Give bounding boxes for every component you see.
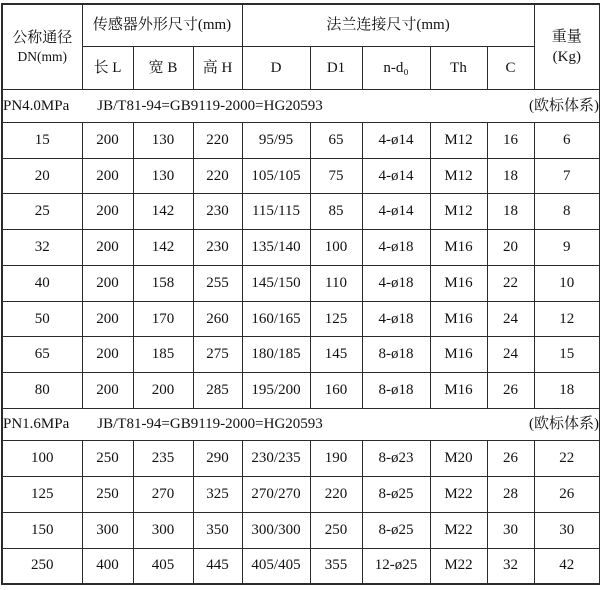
spec-table [1, 3, 600, 585]
cell-d: 300/300 [242, 512, 310, 548]
cell-c: 28 [487, 477, 534, 513]
cell-c: 24 [487, 301, 534, 337]
cell-d1: 220 [310, 477, 362, 513]
table-row [2, 477, 600, 513]
standard-note: (欧标体系) [529, 416, 600, 433]
cell-dn: 80 [2, 373, 82, 409]
cell-c: 18 [487, 194, 534, 230]
cell-c: 32 [487, 548, 534, 584]
cell-l: 200 [82, 265, 133, 301]
subheader-height: 高 H [193, 47, 242, 90]
cell-b: 235 [133, 441, 193, 477]
cell-weight: 22 [534, 441, 600, 477]
cell-nd0: 8-ø23 [362, 441, 430, 477]
cell-h: 325 [193, 477, 242, 513]
header-weight [534, 4, 600, 90]
cell-nd0: 4-ø14 [362, 158, 430, 194]
cell-th: M12 [430, 158, 487, 194]
standard-note: (欧标体系) [529, 97, 600, 114]
cell-c: 20 [487, 230, 534, 266]
cell-d1: 190 [310, 441, 362, 477]
cell-d: 115/115 [242, 194, 310, 230]
subheader-width: 宽 B [133, 47, 193, 90]
cell-l: 200 [82, 122, 133, 158]
cell-l: 250 [82, 441, 133, 477]
cell-d1: 75 [310, 158, 362, 194]
table-row [2, 265, 600, 301]
cell-h: 285 [193, 373, 242, 409]
pressure-rating: PN1.6MPa [3, 416, 70, 433]
cell-b: 130 [133, 122, 193, 158]
cell-d1: 250 [310, 512, 362, 548]
cell-b: 200 [133, 373, 193, 409]
cell-weight: 42 [534, 548, 600, 584]
cell-d1: 110 [310, 265, 362, 301]
cell-b: 142 [133, 230, 193, 266]
subheader-length: 长 L [82, 47, 133, 90]
cell-d1: 355 [310, 548, 362, 584]
cell-nd0: 12-ø25 [362, 548, 430, 584]
cell-th: M22 [430, 512, 487, 548]
table-row [2, 441, 600, 477]
cell-h: 260 [193, 301, 242, 337]
table-row [2, 373, 600, 409]
cell-c: 30 [487, 512, 534, 548]
cell-h: 445 [193, 548, 242, 584]
cell-h: 230 [193, 194, 242, 230]
table-row [2, 194, 600, 230]
cell-weight: 26 [534, 477, 600, 513]
cell-weight: 7 [534, 158, 600, 194]
cell-weight: 12 [534, 301, 600, 337]
cell-h: 220 [193, 122, 242, 158]
cell-dn: 40 [2, 265, 82, 301]
table-row [2, 301, 600, 337]
table-row [2, 548, 600, 584]
cell-d: 230/235 [242, 441, 310, 477]
subheader-th: Th [430, 47, 487, 90]
subheader-n-d0: n-d₀ [362, 47, 430, 90]
cell-l: 200 [82, 301, 133, 337]
cell-th: M16 [430, 265, 487, 301]
cell-nd0: 4-ø18 [362, 230, 430, 266]
cell-c: 26 [487, 441, 534, 477]
cell-d: 180/185 [242, 337, 310, 373]
cell-b: 270 [133, 477, 193, 513]
cell-b: 158 [133, 265, 193, 301]
subheader-d: D [242, 47, 310, 90]
cell-dn: 150 [2, 512, 82, 548]
cell-th: M12 [430, 194, 487, 230]
standard-code: JB/T81-94=GB9119-2000=HG20593 [97, 97, 323, 114]
cell-d: 145/150 [242, 265, 310, 301]
pressure-rating: PN4.0MPa [3, 97, 70, 114]
cell-weight: 18 [534, 373, 600, 409]
cell-th: M16 [430, 337, 487, 373]
cell-d1: 125 [310, 301, 362, 337]
cell-d1: 100 [310, 230, 362, 266]
cell-l: 200 [82, 230, 133, 266]
cell-dn: 15 [2, 122, 82, 158]
header-nominal-diameter [2, 4, 82, 90]
cell-th: M22 [430, 548, 487, 584]
cell-c: 24 [487, 337, 534, 373]
cell-l: 400 [82, 548, 133, 584]
table-row [2, 337, 600, 373]
cell-d: 95/95 [242, 122, 310, 158]
section-row-pn40 [2, 90, 600, 123]
table-row [2, 230, 600, 266]
cell-l: 300 [82, 512, 133, 548]
table-row [2, 512, 600, 548]
cell-dn: 250 [2, 548, 82, 584]
cell-dn: 65 [2, 337, 82, 373]
cell-th: M16 [430, 373, 487, 409]
header-weight-unit: (Kg) [552, 49, 581, 66]
cell-c: 22 [487, 265, 534, 301]
cell-l: 200 [82, 373, 133, 409]
cell-l: 200 [82, 337, 133, 373]
cell-l: 200 [82, 194, 133, 230]
cell-weight: 9 [534, 230, 600, 266]
cell-nd0: 4-ø18 [362, 265, 430, 301]
standard-code: JB/T81-94=GB9119-2000=HG20593 [97, 416, 323, 433]
cell-d1: 160 [310, 373, 362, 409]
cell-dn: 50 [2, 301, 82, 337]
cell-b: 405 [133, 548, 193, 584]
cell-b: 185 [133, 337, 193, 373]
cell-c: 26 [487, 373, 534, 409]
cell-h: 290 [193, 441, 242, 477]
cell-dn: 125 [2, 477, 82, 513]
cell-b: 142 [133, 194, 193, 230]
cell-weight: 30 [534, 512, 600, 548]
cell-th: M22 [430, 477, 487, 513]
header-flange-dimensions: 法兰连接尺寸(mm) [242, 4, 534, 47]
cell-dn: 32 [2, 230, 82, 266]
cell-nd0: 4-ø14 [362, 194, 430, 230]
cell-nd0: 4-ø18 [362, 301, 430, 337]
cell-d: 105/105 [242, 158, 310, 194]
subheader-d1: D1 [310, 47, 362, 90]
header-weight-title: 重量 [551, 28, 582, 45]
cell-h: 220 [193, 158, 242, 194]
cell-nd0: 8-ø18 [362, 337, 430, 373]
cell-dn: 100 [2, 441, 82, 477]
cell-b: 170 [133, 301, 193, 337]
cell-c: 16 [487, 122, 534, 158]
table-row [2, 122, 600, 158]
cell-l: 200 [82, 158, 133, 194]
header-sensor-dimensions: 传感器外形尺寸(mm) [82, 4, 242, 47]
cell-d: 160/165 [242, 301, 310, 337]
cell-nd0: 8-ø18 [362, 373, 430, 409]
cell-dn: 20 [2, 158, 82, 194]
cell-nd0: 8-ø25 [362, 512, 430, 548]
cell-b: 130 [133, 158, 193, 194]
cell-nd0: 8-ø25 [362, 477, 430, 513]
cell-c: 18 [487, 158, 534, 194]
cell-b: 300 [133, 512, 193, 548]
cell-h: 275 [193, 337, 242, 373]
subheader-c: C [487, 47, 534, 90]
cell-d: 135/140 [242, 230, 310, 266]
cell-d1: 145 [310, 337, 362, 373]
cell-th: M12 [430, 122, 487, 158]
cell-th: M16 [430, 301, 487, 337]
header-nominal-diameter-unit: DN(mm) [17, 49, 67, 65]
cell-d1: 85 [310, 194, 362, 230]
cell-d1: 65 [310, 122, 362, 158]
cell-th: M16 [430, 230, 487, 266]
cell-weight: 15 [534, 337, 600, 373]
table-row [2, 158, 600, 194]
cell-nd0: 4-ø14 [362, 122, 430, 158]
cell-th: M20 [430, 441, 487, 477]
section-row-pn16 [2, 408, 600, 441]
cell-weight: 6 [534, 122, 600, 158]
cell-dn: 25 [2, 194, 82, 230]
cell-weight: 8 [534, 194, 600, 230]
cell-h: 230 [193, 230, 242, 266]
cell-d: 195/200 [242, 373, 310, 409]
header-nominal-diameter-title: 公称通径 [12, 29, 73, 46]
cell-d: 405/405 [242, 548, 310, 584]
cell-d: 270/270 [242, 477, 310, 513]
cell-l: 250 [82, 477, 133, 513]
cell-weight: 10 [534, 265, 600, 301]
cell-h: 255 [193, 265, 242, 301]
cell-h: 350 [193, 512, 242, 548]
